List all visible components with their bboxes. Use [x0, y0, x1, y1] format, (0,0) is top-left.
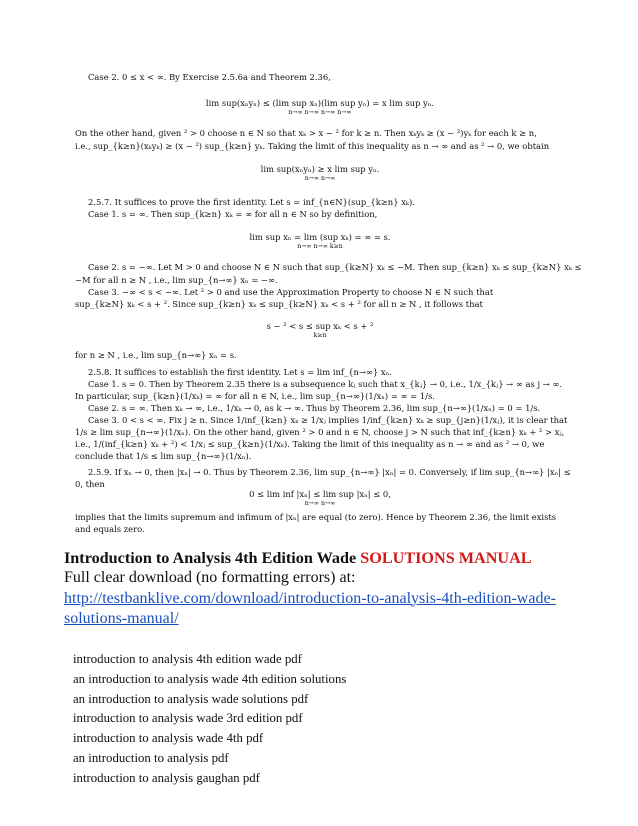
text-line: implies that the limits supremum and infimum of |xₙ| are equal (to zero). Hence by Theorem 2.36, the limit exists	[75, 512, 557, 522]
exercise-heading: 2.5.9. If xₙ → 0, then |xₙ| → 0. Thus by Theorem 2.36, lim sup_{n→∞} |xₙ| = 0. Conversely, if lim sup_{n→∞} |xₙ| ≤	[88, 467, 571, 477]
text-line: for n ≥ N , i.e., lim sup_{n→∞} xₙ = s.	[75, 350, 237, 360]
text-line: i.e., sup_{k≥n}(xₖyₖ) ≥ (x − ²) sup_{k≥n} yₖ. Taking the limit of this inequality as n → ∞ and as ² → 0, we obtain	[75, 141, 550, 151]
display-equation: lim sup(xₙyₙ) ≥ x lim sup yₙ.	[260, 164, 380, 174]
download-link-continued[interactable]: solutions-manual/	[64, 610, 179, 627]
equation-subscripts: n→∞ n→∞ k≥n	[297, 243, 343, 250]
text-line: On the other hand, given ² > 0 choose n ∈ N so that xₖ > x − ² for k ≥ n. Then xₖyₖ ≥ (x − ²)yₖ for each k ≥ n,	[75, 128, 537, 138]
exercise-heading: 2.5.7. It suffices to prove the first identity. Let s = inf_{n∈N}(sup_{k≥n} xₖ).	[88, 197, 415, 207]
display-equation: 0 ≤ lim inf |xₙ| ≤ lim sup |xₙ| ≤ 0,	[249, 489, 391, 499]
keyword-item: an introduction to analysis wade solutions pdf	[73, 691, 309, 706]
text-line: and equals zero.	[75, 524, 145, 534]
text-line: sup_{k≥N} xₖ < s + ². Since sup_{k≥n} xₖ ≤ sup_{k≥N} xₖ < s + ² for all n ≥ N , it follows that	[75, 299, 483, 309]
display-equation: lim sup(xₙyₙ) ≤ (lim sup xₙ)(lim sup yₙ) = x lim sup yₙ.	[205, 98, 435, 108]
equation-subscripts: n→∞ n→∞	[304, 500, 336, 507]
text-line: −M for all n ≥ N , i.e., lim sup_{n→∞} xₙ = −∞.	[75, 275, 278, 285]
text-line: Case 2. 0 ≤ x < ∞. By Exercise 2.5.6a and Theorem 2.36,	[88, 72, 331, 82]
text-line: Case 3. −∞ < s < −∞. Let ² > 0 and use the Approximation Property to choose N ∈ N such that	[88, 287, 494, 297]
exercise-heading: 2.5.8. It suffices to establish the first identity. Let s = lim inf_{n→∞} xₙ.	[88, 367, 392, 377]
keyword-item: an introduction to analysis pdf	[73, 750, 229, 765]
text-line: 1/s ≥ lim sup_{n→∞}(1/xₙ). On the other hand, given ² > 0 and n ∈ N, choose j > N such that inf_{k≥n} xₖ + ² > xⱼ,	[75, 427, 565, 437]
keyword-item: introduction to analysis gaughan pdf	[73, 770, 260, 785]
text-line: Case 1. s = ∞. Then sup_{k≥n} xₖ = ∞ for all n ∈ N so by definition,	[88, 209, 378, 219]
promo-title	[64, 548, 584, 568]
download-link[interactable]: http://testbanklive.com/download/introduction-to-analysis-4th-edition-wade-	[64, 589, 556, 607]
text-line: Case 2. s = ∞. Then xₖ → ∞, i.e., 1/xₖ → 0, as k → ∞. Thus by Theorem 2.36, lim sup_{n→∞}(1/xₙ) = 0 = 1/s.	[88, 403, 541, 413]
text-line: i.e., 1/(inf_{k≥n} xₖ + ²) < 1/xⱼ ≤ sup_{k≥n}(1/xₖ). Taking the limit of this inequality as n → ∞ and as ² → 0, we	[75, 439, 545, 449]
text-line: Case 2. s = −∞. Let M > 0 and choose N ∈ N such that sup_{k≥N} xₖ ≤ −M. Then sup_{k≥n} xₖ ≤ sup_{k≥N} xₖ ≤	[88, 262, 582, 272]
text-line: Case 3. 0 < s < ∞. Fix j ≥ n. Since 1/inf_{k≥n} xₖ ≥ 1/xⱼ implies 1/inf_{k≥n} xₖ ≥ sup_{j≥n}(1/xⱼ), it is clear that	[88, 415, 568, 425]
keyword-item: introduction to analysis 4th edition wade pdf	[73, 652, 302, 666]
equation-subscripts: k≥n	[313, 332, 327, 339]
promo-subtitle: Full clear download (no formatting errors) at:	[64, 569, 356, 586]
keyword-item: an introduction to analysis wade 4th edition solutions	[73, 671, 347, 686]
promo-block	[64, 548, 584, 630]
promo-title-highlight: SOLUTIONS MANUAL	[360, 549, 532, 567]
display-equation: s − ² < s ≤ sup xₖ < s + ²	[266, 321, 374, 331]
text-line: conclude that 1/s ≤ lim sup_{n→∞}(1/xₙ).	[75, 451, 252, 461]
text-line: 0, then	[75, 479, 105, 489]
keyword-item: introduction to analysis wade 3rd edition pdf	[73, 711, 303, 726]
text-line: Case 1. s = 0. Then by Theorem 2.35 there is a subsequence kⱼ such that x_{kⱼ} → 0, i.e., 1/x_{kⱼ} → ∞ as j → ∞.	[88, 379, 563, 389]
promo-title-text: Introduction to Analysis 4th Edition Wade	[64, 549, 361, 567]
keyword-item: introduction to analysis wade 4th pdf	[73, 731, 264, 746]
keyword-list	[73, 650, 573, 789]
text-line: In particular, sup_{k≥n}(1/xₖ) = ∞ for all n ∈ N, i.e., lim sup_{n→∞}(1/xₙ) = ∞ = 1/s.	[75, 391, 435, 401]
equation-subscripts: n→∞ n→∞	[304, 175, 336, 182]
display-equation: lim sup xₙ = lim (sup xₖ) = ∞ = s.	[249, 232, 391, 242]
equation-subscripts: n→∞ n→∞ n→∞ n→∞	[288, 109, 352, 116]
